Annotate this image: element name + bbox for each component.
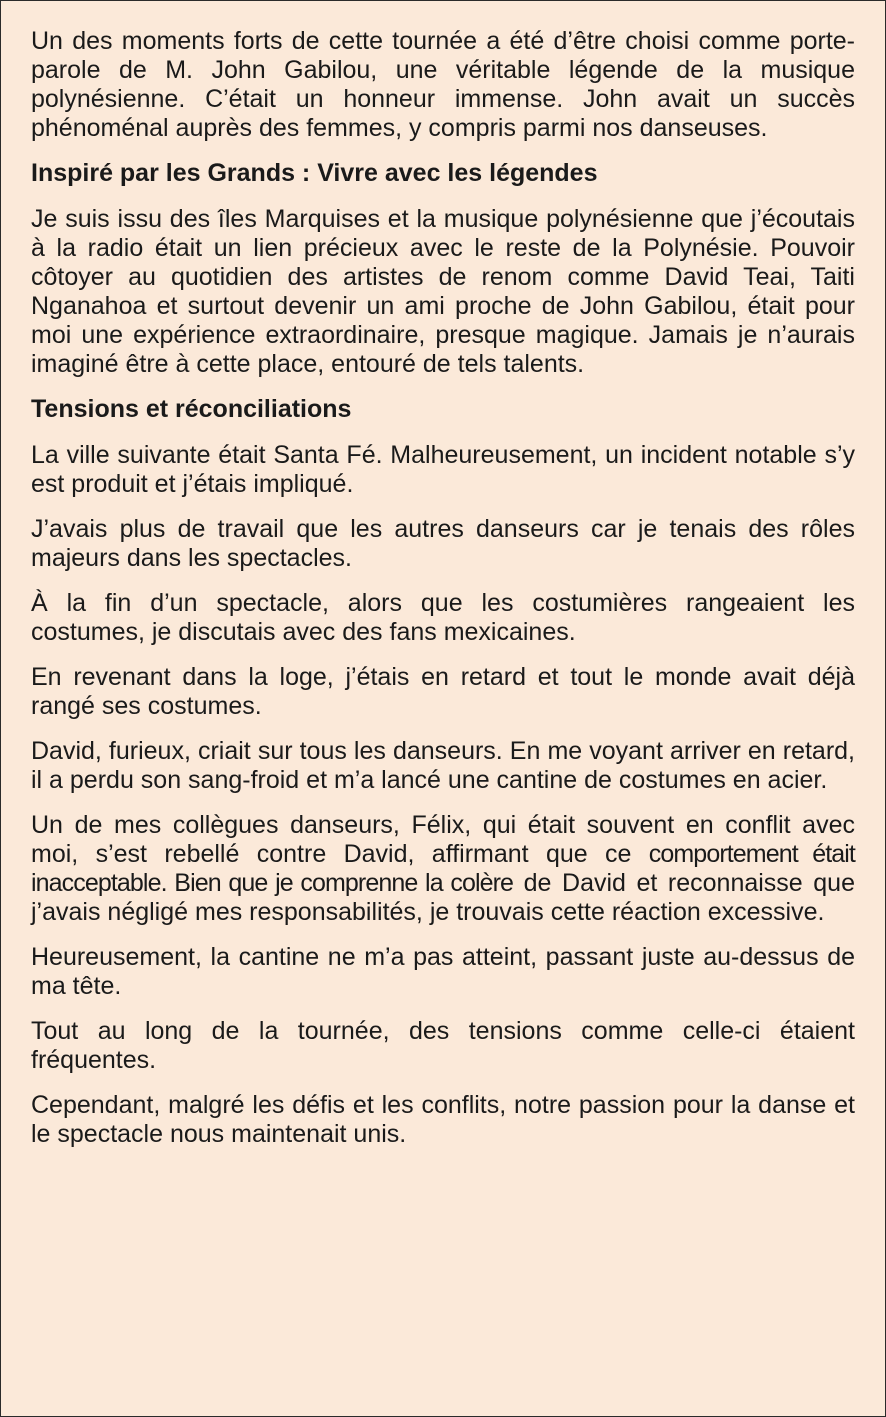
heading-tensions-reconciliations: Tensions et réconciliations: [31, 395, 352, 423]
paragraph-end-of-show: À la fin d’un spectacle, alors que les costumières rangeaient les costumes, je discutais avec des fans mexicaines.: [31, 589, 855, 646]
paragraph-marquesas-origins: Je suis issu des îles Marquises et la musique polynésienne que j’écoutais à la radio était un lien précieux avec le reste de la Polynésie. Pouvoir côtoyer au quotidien des artistes de renom comme David Teai, Taiti Nganahoa et surtout devenir un ami proche de John Gabilou, était pour moi une expérience extraordinaire, presque magique. Jamais je n’aurais imaginé être à cette place, entouré de tels talents.: [31, 205, 855, 378]
paragraph-back-to-dressing-room: En revenant dans la loge, j’étais en retard et tout le monde avait déjà rangé ses costumes.: [31, 663, 855, 720]
paragraph-santa-fe: La ville suivante était Santa Fé. Malheureusement, un incident notable s’y est produit et j’étais impliqué.: [31, 441, 855, 498]
paragraph-gabilou-spokesperson: Un des moments forts de cette tournée a été d’être choisi comme porte-parole de M. John Gabilou, une véritable légende de la musique polynésienne. C’était un honneur immense. John avait un succès phénoménal auprès des femmes, y compris parmi nos danseuses.: [31, 27, 855, 142]
paragraph-trunk-missed: Heureusement, la cantine ne m’a pas atteint, passant juste au-dessus de ma tête.: [31, 943, 855, 1000]
paragraph-frequent-tensions: Tout au long de la tournée, des tensions comme celle-ci étaient fréquentes.: [31, 1017, 855, 1074]
paragraph-david-furious: David, furieux, criait sur tous les danseurs. En me voyant arriver en retard, il a perdu son sang-froid et m’a lancé une cantine de costumes en acier.: [31, 737, 855, 794]
felix-text-part-1: Un de mes collègues danseurs, Félix, qui était souvent en conflit avec moi, s’est rebellé contre David, affirmant que ce: [31, 811, 855, 868]
paragraph-passion-united: Cependant, malgré les défis et les conflits, notre passion pour la danse et le spectacle nous maintenait unis.: [31, 1091, 855, 1148]
paragraph-felix-rebelled: [31, 811, 855, 927]
document-body: [31, 27, 855, 1165]
felix-text-part-2: comportement était inacceptable. Bien que je comprenne la colère: [31, 840, 855, 897]
felix-text-part-3: de David et reconnaisse que j’avais négligé mes responsabilités, je trouvais cette réaction excessive.: [31, 869, 855, 926]
heading-inspired-by-greats: Inspiré par les Grands : Vivre avec les légendes: [31, 159, 598, 187]
paragraph-more-work: J’avais plus de travail que les autres danseurs car je tenais des rôles majeurs dans les spectacles.: [31, 515, 855, 572]
